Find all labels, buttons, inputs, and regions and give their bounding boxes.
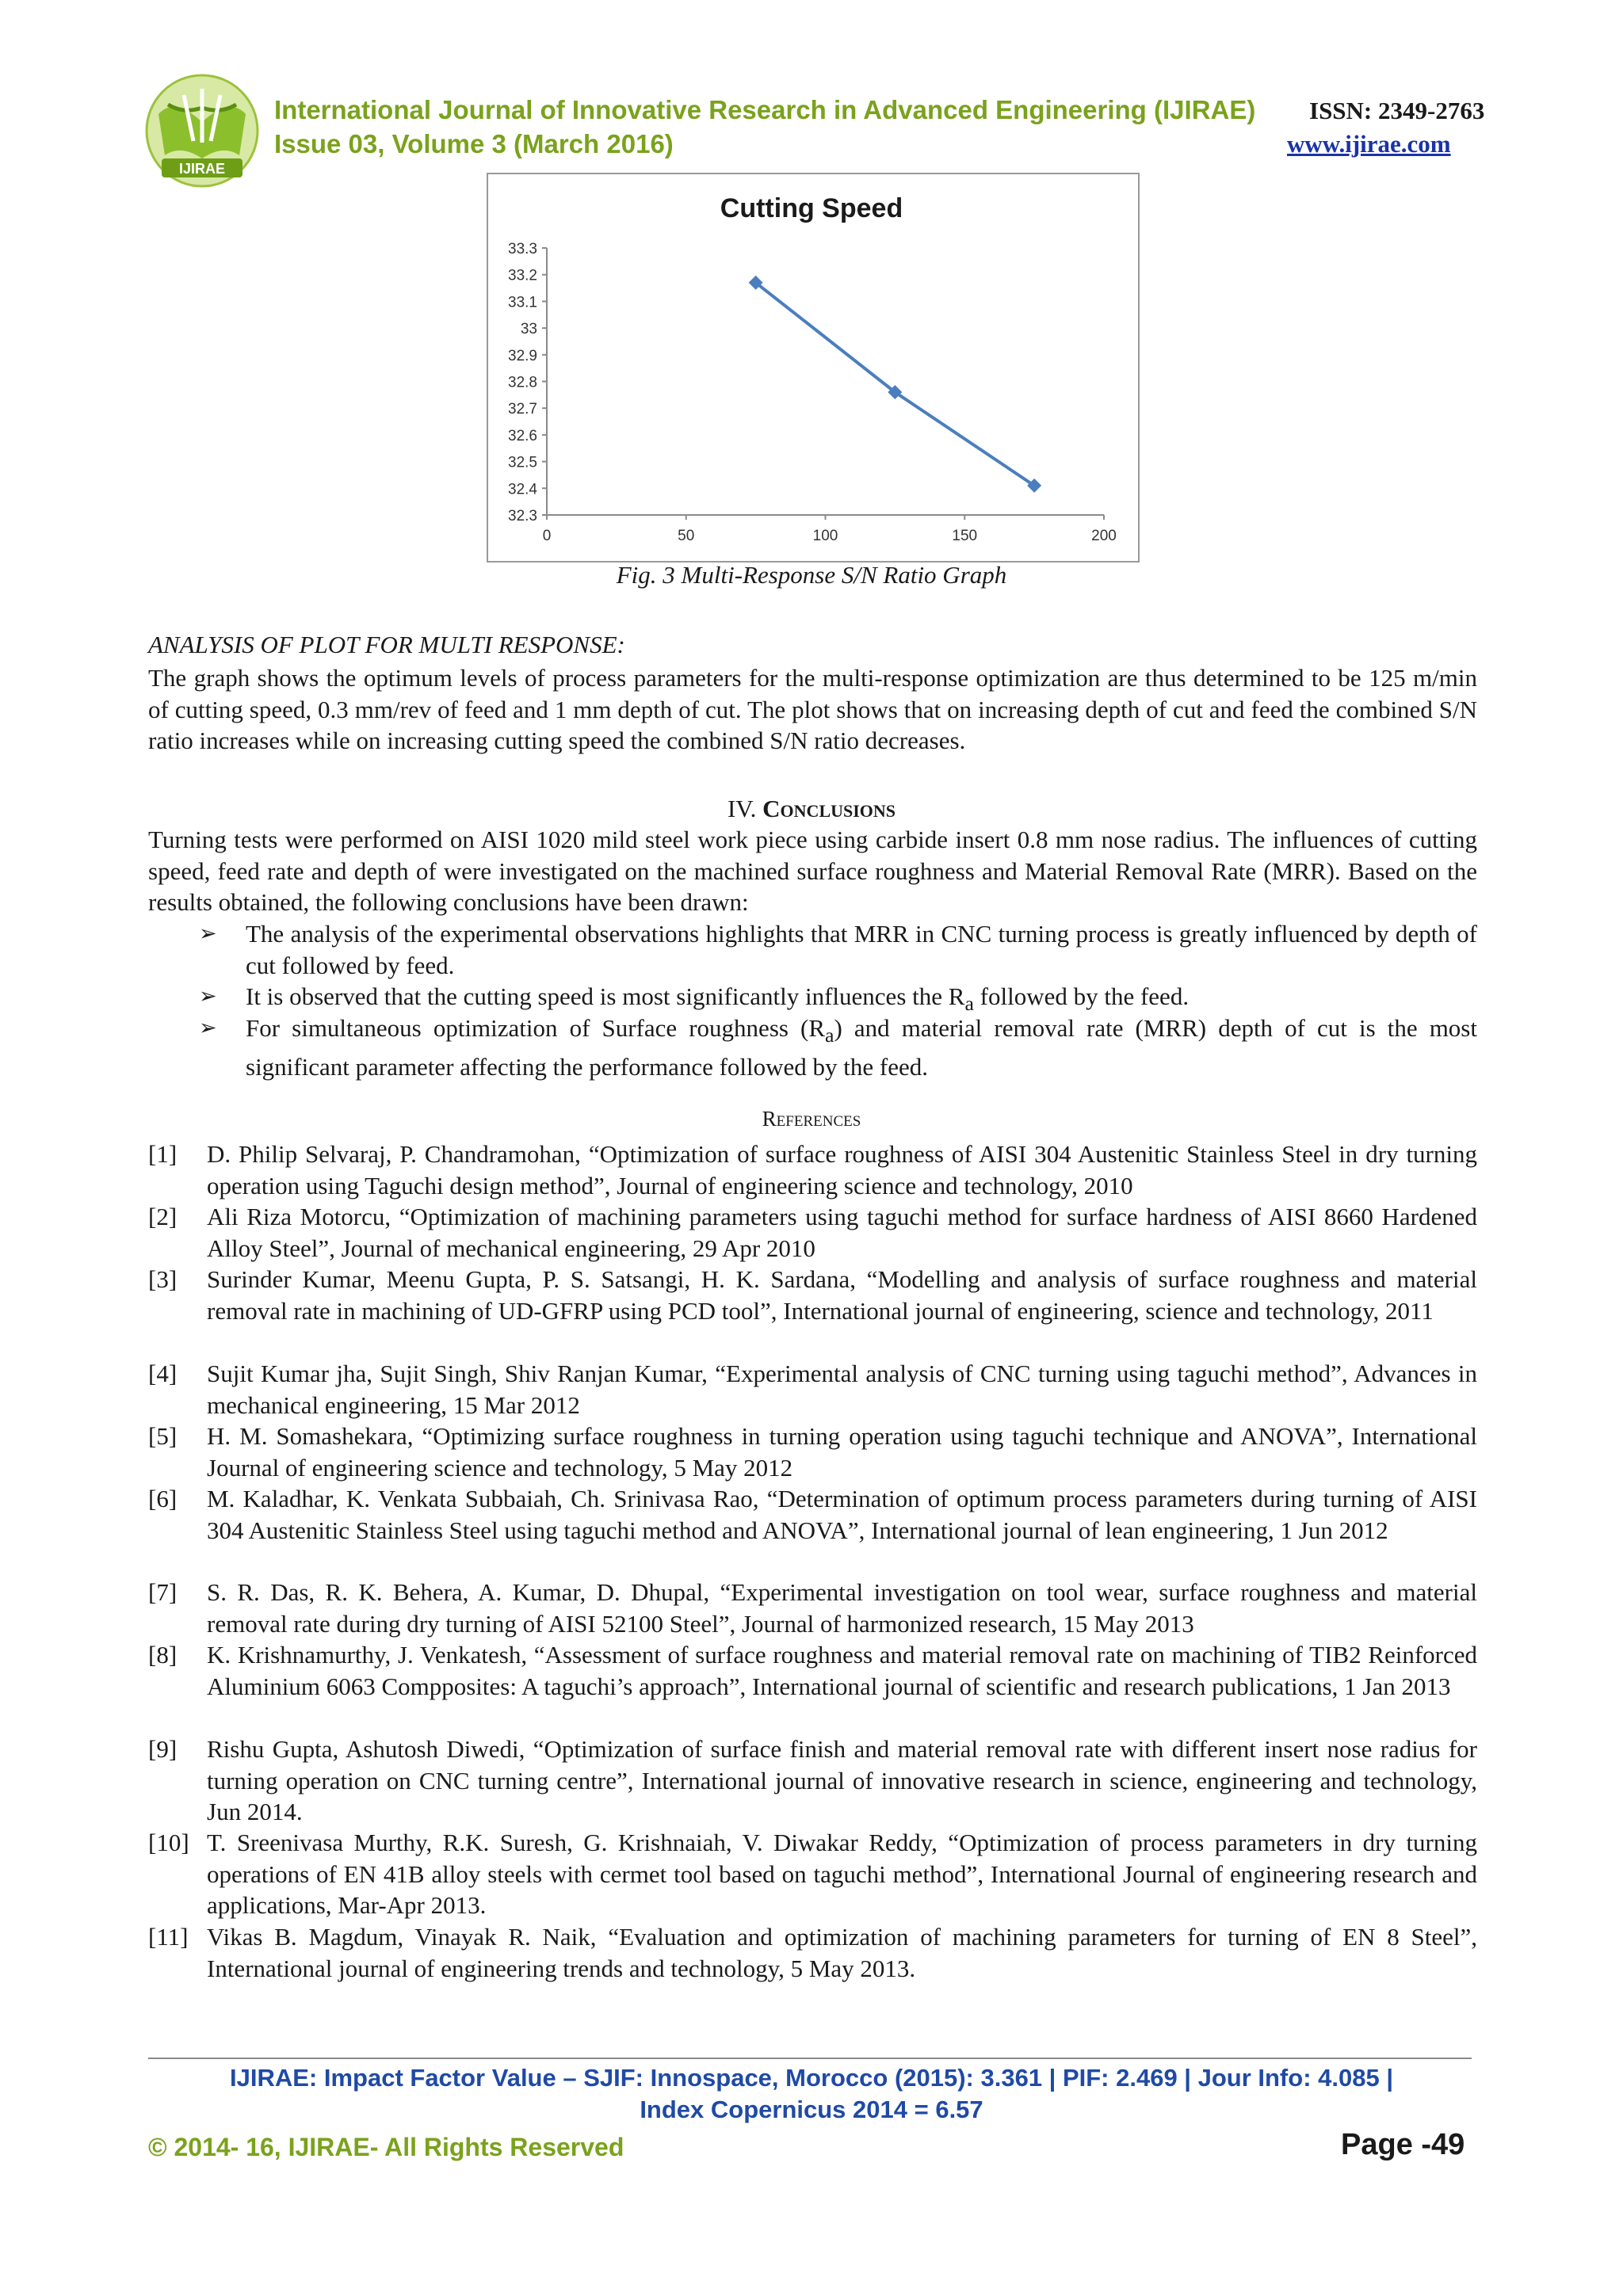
reference-number: [10] bbox=[148, 1829, 189, 1856]
reference-item bbox=[148, 1483, 1477, 1546]
y-tick-label: 32.7 bbox=[508, 401, 537, 418]
bullet-arrow-icon: ➢ bbox=[199, 1016, 217, 1040]
reference-number: [11] bbox=[148, 1923, 189, 1951]
analysis-heading: ANALYSIS OF PLOT FOR MULTI RESPONSE: bbox=[148, 631, 625, 658]
chart-series bbox=[749, 276, 1042, 493]
bullet-arrow-icon: ➢ bbox=[199, 921, 217, 946]
y-tick-label: 32.5 bbox=[508, 454, 537, 471]
reference-number: [3] bbox=[148, 1265, 178, 1293]
bullet-text: For simultaneous optimization of Surface roughness $(R_a)$ and material removal rate (MRR) depth of cut is the most significant parameter affecting the performance followed by the feed. bbox=[246, 1014, 1477, 1081]
page-number: Page -49 bbox=[1341, 2128, 1465, 2161]
reference-text: M. Kaladhar, K. Venkata Subbaiah, Ch. Srinivasa Rao, “Determination of optimum process parameters during turning of AISI 304 Austenitic Stainless Steel using taguchi method and ANOVA”, International journal of lean engineering, 1 Jun 2012 bbox=[207, 1485, 1477, 1544]
reference-text: S. R. Das, R. K. Behera, A. Kumar, D. Dhupal, “Experimental investigation on tool wear, surface roughness and material removal rate during dry turning of AISI 52100 Steel”, Journal of harmonized research, 15 May 2013 bbox=[207, 1578, 1477, 1638]
reference-item bbox=[148, 1138, 1477, 1201]
bullet-text: The analysis of the experimental observations highlights that MRR in CNC turning process is greatly influenced by depth of cut followed by feed. bbox=[246, 920, 1477, 979]
reference-text: T. Sreenivasa Murthy, R.K. Suresh, G. Krishnaiah, V. Diwakar Reddy, “Optimization of process parameters in dry turning operations of EN 41B alloy steels with cermet tool based on taguchi method”, International Journal of engineering research and applications, Mar-Apr 2013. bbox=[207, 1829, 1477, 1919]
reference-item bbox=[148, 1921, 1477, 1984]
reference-number: [2] bbox=[148, 1203, 178, 1230]
conclusions-numeral: IV. bbox=[727, 795, 757, 822]
y-tick-label: 33 bbox=[520, 321, 537, 338]
reference-text: H. M. Somashekara, “Optimizing surface roughness in turning operation using taguchi technique and ANOVA”, International Journal of engineering science and technology, 5 May 2012 bbox=[207, 1422, 1477, 1482]
x-tick-label: 200 bbox=[1091, 528, 1117, 544]
bullet-text: It is observed that the cutting speed is most significantly influences the $R_a$ followed by the feed. bbox=[246, 982, 1190, 1016]
y-tick-label: 32.4 bbox=[508, 481, 537, 498]
reference-number: [6] bbox=[148, 1485, 178, 1512]
reference-number: [4] bbox=[148, 1360, 178, 1387]
footer-divider bbox=[148, 2058, 1472, 2059]
footer-index-copernicus: Index Copernicus 2014 = 6.57 bbox=[640, 2096, 983, 2123]
reference-text: Ali Riza Motorcu, “Optimization of machining parameters using taguchi method for surface hardness of AISI 8660 Hardened Alloy Steel”, Journal of mechanical engineering, 29 Apr 2010 bbox=[207, 1203, 1477, 1262]
y-tick-label: 32.8 bbox=[508, 374, 537, 391]
chart-title: Cutting Speed bbox=[720, 193, 903, 223]
conclusions-title: Conclusions bbox=[762, 795, 896, 822]
y-tick-label: 33.3 bbox=[508, 241, 537, 257]
reference-text: Vikas B. Magdum, Vinayak R. Naik, “Evaluation and optimization of machining parameters for turning of EN 8 Steel”, International journal of engineering trends and technology, 5 May 2013. bbox=[207, 1923, 1477, 1982]
analysis-paragraph: The graph shows the optimum levels of process parameters for the multi-response optimization are thus determined to be 125 m/min of cutting speed, 0.3 mm/rev of feed and 1 mm depth of cut. The plot shows that on increasing depth of cut and feed the combined S/N ratio increases while on increasing cutting speed the combined S/N ratio decreases. bbox=[148, 664, 1477, 754]
conclusion-bullet bbox=[148, 1013, 1477, 1082]
conclusions-heading bbox=[0, 795, 1623, 823]
reference-item bbox=[148, 1264, 1477, 1326]
y-tick-label: 32.9 bbox=[508, 347, 537, 364]
journal-url-link[interactable]: www.ijirae.com bbox=[1287, 130, 1451, 158]
bullet-arrow-icon: ➢ bbox=[199, 984, 217, 1009]
reference-number: [1] bbox=[148, 1140, 178, 1168]
y-tick-label: 32.3 bbox=[508, 508, 537, 524]
logo-text: IJIRAE bbox=[178, 161, 226, 177]
y-tick-label: 33.1 bbox=[508, 294, 537, 311]
chart-y-ticks bbox=[508, 241, 547, 524]
reference-number: [7] bbox=[148, 1578, 178, 1606]
x-tick-label: 0 bbox=[542, 528, 552, 544]
reference-item bbox=[148, 1639, 1477, 1702]
reference-text: D. Philip Selvaraj, P. Chandramohan, “Optimization of surface roughness of AISI 304 Austenitic Stainless Steel in dry turning operation using Taguchi design method”, Journal of engineering science and technology, 2010 bbox=[207, 1140, 1477, 1199]
reference-item bbox=[148, 1201, 1477, 1264]
reference-number: [9] bbox=[148, 1735, 178, 1763]
y-tick-label: 33.2 bbox=[508, 267, 537, 284]
reference-item bbox=[148, 1358, 1477, 1421]
footer-impact-factor: IJIRAE: Impact Factor Value – SJIF: Innospace, Morocco (2015): 3.361 | PIF: 2.469 | Jour Info: 4.085 | bbox=[230, 2064, 1393, 2092]
reference-number: [8] bbox=[148, 1641, 178, 1669]
x-tick-label: 50 bbox=[678, 528, 695, 544]
y-tick-label: 32.6 bbox=[508, 427, 537, 444]
journal-issue: Issue 03, Volume 3 (March 2016) bbox=[274, 129, 674, 158]
x-tick-label: 100 bbox=[812, 528, 838, 544]
reference-text: Sujit Kumar jha, Sujit Singh, Shiv Ranjan Kumar, “Experimental analysis of CNC turning using taguchi method”, Advances in mechanical engineering, 15 Mar 2012 bbox=[207, 1360, 1477, 1419]
series-line bbox=[756, 283, 1035, 486]
reference-item bbox=[148, 1827, 1477, 1921]
footer-copyright: © 2014- 16, IJIRAE- All Rights Reserved bbox=[148, 2133, 624, 2161]
journal-issn: ISSN: 2349-2763 bbox=[1309, 97, 1485, 124]
x-tick-label: 150 bbox=[952, 528, 978, 544]
reference-item bbox=[148, 1577, 1477, 1639]
references-heading: References bbox=[762, 1107, 861, 1131]
chart-x-ticks bbox=[543, 515, 1117, 544]
reference-text: Rishu Gupta, Ashutosh Diwedi, “Optimization of surface finish and material removal rate with different insert nose radius for turning operation on CNC turning centre”, International journal of innovative research in science, engineering and technology, Jun 2014. bbox=[207, 1735, 1477, 1825]
figure-caption: Fig. 3 Multi-Response S/N Ratio Graph bbox=[616, 561, 1007, 589]
ijirae-logo bbox=[144, 73, 260, 189]
reference-item bbox=[148, 1421, 1477, 1483]
reference-item bbox=[148, 1733, 1477, 1828]
journal-title: International Journal of Innovative Research in Advanced Engineering (IJIRAE) bbox=[274, 95, 1256, 124]
reference-text: Surinder Kumar, Meenu Gupta, P. S. Satsangi, H. K. Sardana, “Modelling and analysis of surface roughness and material removal rate in machining of UD-GFRP using PCD tool”, International journal of engineering, science and technology, 2011 bbox=[207, 1265, 1477, 1325]
reference-number: [5] bbox=[148, 1422, 178, 1450]
conclusion-bullet bbox=[148, 918, 1477, 981]
cutting-speed-chart bbox=[487, 173, 1140, 563]
reference-text: K. Krishnamurthy, J. Venkatesh, “Assessment of surface roughness and material removal rate on machining of TIB2 Reinforced Aluminium 6063 Compposites: A taguchi’s approach”, International journal of scientific and research publications, 1 Jan 2013 bbox=[207, 1641, 1477, 1700]
conclusions-intro: Turning tests were performed on AISI 1020 mild steel work piece using carbide insert 0.8 mm nose radius. The influences of cutting speed, feed rate and depth of were investigated on the machined surface roughness and Material Removal Rate (MRR). Based on the results obtained, the following conclusions have been drawn: bbox=[148, 826, 1477, 916]
